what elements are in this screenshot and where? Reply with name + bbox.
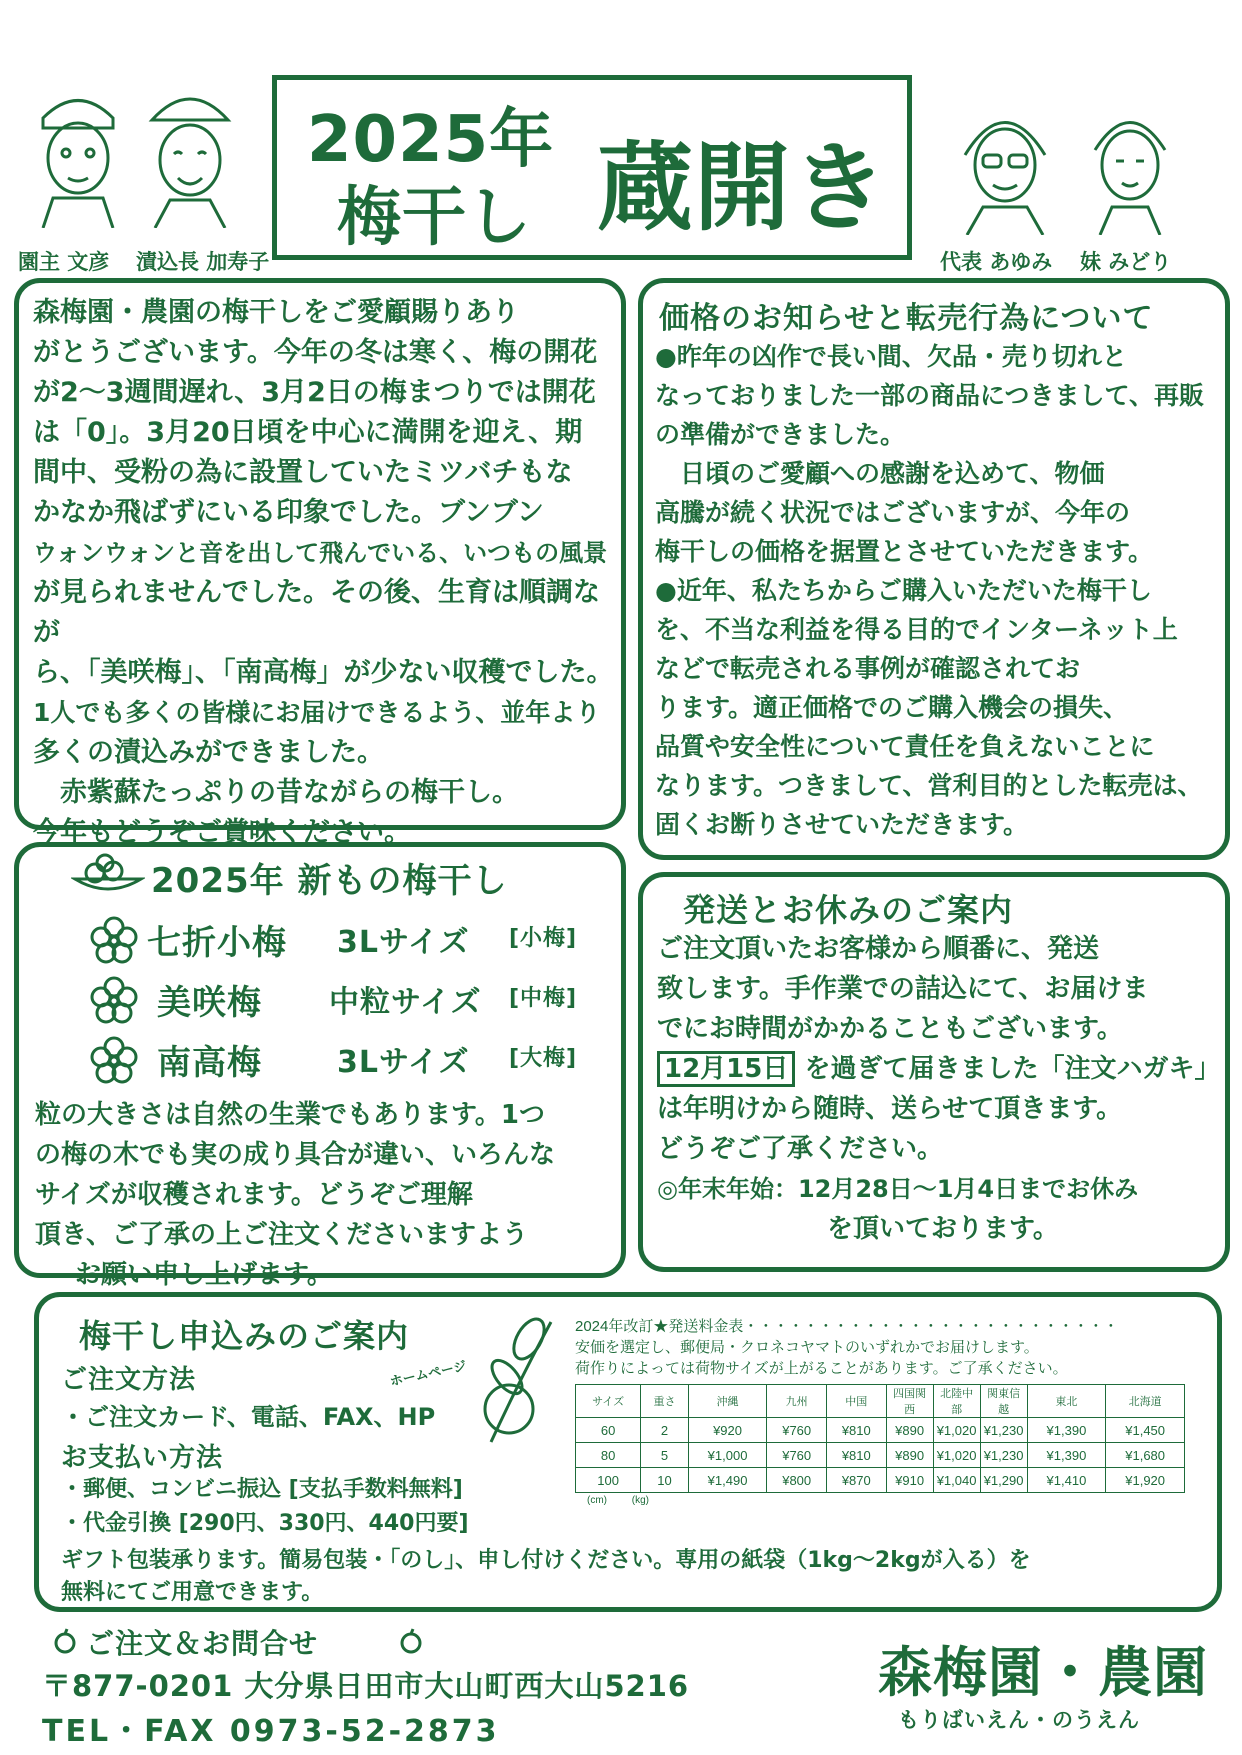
greeting-line: かなか飛ばずにいる印象でした。ブンブン bbox=[33, 497, 544, 528]
rate-cell: ¥810 bbox=[826, 1443, 886, 1468]
farm-name-kana: もりばいえん・のうえん bbox=[898, 1708, 1140, 1732]
rate-cell: ¥1,230 bbox=[980, 1443, 1027, 1468]
rate-cell: ¥1,410 bbox=[1027, 1468, 1106, 1493]
payment-line: ・郵便、コンビニ振込 [支払手数料無料] bbox=[61, 1477, 463, 1502]
flower-icon bbox=[89, 1035, 139, 1089]
product-size: 3Lサイズ bbox=[337, 1045, 470, 1080]
title-event: 蔵開き bbox=[597, 132, 888, 244]
note-line: の梅の木でも実の成り具合が違い、いろんな bbox=[35, 1140, 556, 1170]
product-name: 七折小梅 bbox=[147, 923, 287, 963]
rate-cell: ¥760 bbox=[767, 1418, 827, 1443]
flower-icon bbox=[89, 915, 139, 969]
rate-cell: ¥1,490 bbox=[688, 1468, 767, 1493]
price-notice-title: 価格のお知らせと転売行為について bbox=[659, 301, 1154, 336]
shipping-box bbox=[638, 872, 1230, 1272]
greeting-line: は「0」。3月20日頃を中心に満開を迎え、期 bbox=[33, 417, 583, 448]
rate-cell: ¥1,680 bbox=[1106, 1443, 1185, 1468]
rate-header-cell: 中国 bbox=[826, 1385, 886, 1418]
product-name: 美咲梅 bbox=[157, 983, 262, 1023]
order-method-text: ・ご注文カード、電話、FAX、HP bbox=[61, 1403, 436, 1431]
rate-header-cell: 北陸中部 bbox=[933, 1385, 980, 1418]
rate-cell: ¥890 bbox=[886, 1443, 933, 1468]
shipping-line: は年明けから随時、送らせて頂きます。 bbox=[657, 1094, 1123, 1124]
portrait-owner bbox=[28, 78, 128, 228]
portrait-sister bbox=[1080, 95, 1180, 235]
payment-lines bbox=[61, 1473, 469, 1541]
product-tag: [中梅] bbox=[509, 986, 578, 1011]
unit-cm: (cm) bbox=[587, 1495, 607, 1506]
note-line: サイズが収穫されます。どうぞご理解 bbox=[35, 1180, 473, 1210]
rate-cell: ¥920 bbox=[688, 1418, 767, 1443]
product-tag: [大梅] bbox=[509, 1046, 578, 1071]
homepage-label: ホームページ bbox=[388, 1359, 468, 1390]
shipping-line: どうぞご了承ください。 bbox=[657, 1134, 944, 1164]
product-size: 中粒サイズ bbox=[329, 985, 482, 1020]
rate-cell: 60 bbox=[576, 1418, 641, 1443]
rate-header-cell: サイズ bbox=[576, 1385, 641, 1418]
price-notice-line: 高騰が続く状況ではございますが、今年の bbox=[655, 498, 1131, 527]
price-notice-line: 品質や安全性について責任を負えないことに bbox=[655, 732, 1155, 761]
holiday-line: ◎年末年始：12月28日〜1月4日までお休み bbox=[657, 1175, 1139, 1203]
rate-table bbox=[575, 1384, 1185, 1493]
order-guide-box bbox=[34, 1292, 1222, 1612]
rate-cell: 80 bbox=[576, 1443, 641, 1468]
gift-line: 無料にてご用意できます。 bbox=[61, 1580, 324, 1605]
rate-table-row bbox=[576, 1418, 1185, 1443]
rate-header-cell: 東北 bbox=[1027, 1385, 1106, 1418]
rate-cell: ¥1,020 bbox=[933, 1443, 980, 1468]
staff-caption-chief: 漬込長 加寿子 bbox=[136, 250, 270, 274]
rate-table-header bbox=[576, 1385, 1185, 1418]
greeting-line: が2〜3週間遅れ、3月2日の梅まつりでは開花 bbox=[33, 377, 596, 408]
staff-caption-sister: 妹 みどり bbox=[1080, 250, 1172, 274]
greeting-line: が見られませんでした。その後、生育は順調なが bbox=[33, 577, 600, 648]
price-notice-line: 日頃のご愛顧への感謝を込めて、物価 bbox=[655, 459, 1105, 488]
rate-cell: ¥910 bbox=[886, 1468, 933, 1493]
gift-line: ギフト包装承ります。簡易包装・「のし」、申し付けください。専用の紙袋（1kg〜2kgが入る）を bbox=[61, 1548, 1031, 1573]
rate-cell: ¥890 bbox=[886, 1418, 933, 1443]
title-year: 2025年 bbox=[307, 103, 555, 177]
price-notice-line: ●近年、私たちからご購入いただいた梅干し bbox=[655, 576, 1152, 605]
rate-table-row bbox=[576, 1443, 1185, 1468]
order-method-line bbox=[61, 1397, 435, 1432]
note-line: 頂き、ご了承の上ご注文くださいますよう bbox=[35, 1220, 528, 1250]
title-product: 梅干し bbox=[337, 181, 532, 255]
unit-kg: (kg) bbox=[631, 1495, 650, 1506]
greeting-line: 赤紫蘇たっぷりの昔ながらの梅干し。 bbox=[33, 777, 519, 808]
portrait-pickling-chief bbox=[140, 78, 240, 228]
flower-icon bbox=[89, 975, 139, 1029]
price-notice-line: などで転売される事例が確認されてお bbox=[655, 654, 1081, 683]
deadline-tail: を過ぎて届きました「注文ハガキ」 bbox=[804, 1054, 1221, 1084]
greeting-line: 間中、受粉の為に設置していたミツバチもな bbox=[33, 457, 573, 488]
greeting-line: 多くの漬込みができました。 bbox=[33, 737, 384, 768]
rate-cell: ¥1,230 bbox=[980, 1418, 1027, 1443]
product-size: 3Lサイズ bbox=[337, 925, 470, 960]
new-products-note bbox=[35, 1095, 615, 1295]
price-notice-line: 梅干しの価格を据置とさせていただきます。 bbox=[655, 537, 1154, 566]
rate-cell: ¥1,920 bbox=[1106, 1468, 1185, 1493]
ume-branch-icon bbox=[471, 1317, 561, 1451]
shipping-deadline-line bbox=[657, 1049, 1223, 1089]
gift-note bbox=[61, 1545, 1211, 1609]
shipping-line: 致します。手作業での詰込にて、お届けま bbox=[657, 974, 1149, 1004]
rate-caption: 2024年改訂★発送料金表・・・・・・・・・・・・・・・・・・・・・・・・・ bbox=[575, 1318, 1119, 1335]
price-notice-box bbox=[638, 278, 1230, 860]
contact-title: ご注文＆お問合せ bbox=[86, 1627, 319, 1660]
rate-cell: ¥1,000 bbox=[688, 1443, 767, 1468]
payment-line: ・代金引換 [290円、330円、440円要] bbox=[61, 1511, 469, 1536]
price-notice-line: なっておりました一部の商品につきまして、再販 bbox=[655, 381, 1205, 410]
umeboshi-bowl-icon bbox=[71, 853, 145, 901]
greeting-line: 今年もどうぞご賞味ください。 bbox=[33, 817, 411, 848]
shipping-line: ご注文頂いたお客様から順番に、発送 bbox=[657, 934, 1100, 964]
rate-note-2: 荷作りによっては荷物サイズが上がることがあります。ご了承ください。 bbox=[575, 1360, 1068, 1377]
greeting-line: がとうございます。今年の冬は寒く、梅の開花 bbox=[33, 337, 598, 368]
staff-caption-owner: 園主 文彦 bbox=[18, 250, 110, 274]
holiday-line: を頂いております。 bbox=[827, 1214, 1059, 1244]
new-products-title: 2025年 新もの梅干し bbox=[151, 861, 508, 901]
note-line: お願い申し上げます。 bbox=[75, 1260, 333, 1290]
rate-cell: 5 bbox=[641, 1443, 688, 1468]
rate-cell: ¥1,020 bbox=[933, 1418, 980, 1443]
portrait-representative bbox=[955, 95, 1055, 235]
note-line: 粒の大きさは自然の生業でもあります。1つ bbox=[35, 1100, 546, 1130]
product-tag: [小梅] bbox=[509, 926, 578, 951]
greeting-line: ウォンウォンと音を出して飛んでいる、いつもの風景 bbox=[33, 539, 608, 567]
rate-cell: ¥870 bbox=[826, 1468, 886, 1493]
greeting-line: ら、「美咲梅」、「南高梅」が少ない収穫でした。 bbox=[33, 657, 614, 688]
payment-title: お支払い方法 bbox=[61, 1443, 224, 1473]
rate-header-cell: 重さ bbox=[641, 1385, 688, 1418]
greeting-box bbox=[14, 278, 626, 848]
price-notice-line: ります。適正価格でのご購入機会の損失、 bbox=[655, 693, 1129, 722]
apple-icon-left bbox=[52, 1628, 78, 1658]
rate-header-cell: 関東信越 bbox=[980, 1385, 1027, 1418]
rate-header-cell: 沖縄 bbox=[688, 1385, 767, 1418]
rate-header-cell: 四国関西 bbox=[886, 1385, 933, 1418]
shipping-title: 発送とお休みのご案内 bbox=[683, 891, 1014, 929]
rate-cell: ¥800 bbox=[767, 1468, 827, 1493]
rate-units bbox=[575, 1495, 1211, 1506]
rate-cell: ¥1,390 bbox=[1027, 1443, 1106, 1468]
greeting-line: 森梅園・農園の梅干しをご愛顧賜りあり bbox=[33, 297, 519, 328]
price-notice-line: 固くお断りさせていただきます。 bbox=[655, 810, 1029, 839]
rate-note-1: 安価を選定し、郵便局・クロネコヤマトのいずれかでお届けします。 bbox=[575, 1339, 1039, 1356]
new-products-box bbox=[14, 842, 626, 1290]
apple-icon-right bbox=[398, 1628, 424, 1658]
rate-cell: ¥1,450 bbox=[1106, 1418, 1185, 1443]
order-method-title: ご注文方法 bbox=[61, 1365, 197, 1395]
rate-table-section bbox=[575, 1315, 1211, 1506]
rate-cell: 10 bbox=[641, 1468, 688, 1493]
rate-header-cell: 九州 bbox=[767, 1385, 827, 1418]
contact-address: 〒877-0201 大分県日田市大山町西大山5216 bbox=[42, 1669, 690, 1703]
staff-caption-representative: 代表 あゆみ bbox=[940, 250, 1053, 274]
rate-cell: ¥760 bbox=[767, 1443, 827, 1468]
deadline-date: 12月15日 bbox=[657, 1051, 795, 1087]
title-banner bbox=[272, 75, 912, 260]
rate-cell: ¥1,040 bbox=[933, 1468, 980, 1493]
rate-cell: ¥1,290 bbox=[980, 1468, 1027, 1493]
greeting-line: 1人でも多くの皆様にお届けできるよう、並年より bbox=[33, 698, 601, 727]
shipping-line: でにお時間がかかることもございます。 bbox=[657, 1014, 1123, 1044]
price-notice-text bbox=[655, 337, 1225, 844]
rate-cell: 100 bbox=[576, 1468, 641, 1493]
rate-table-row bbox=[576, 1468, 1185, 1493]
product-name: 南高梅 bbox=[157, 1043, 262, 1083]
shipping-text bbox=[657, 929, 1223, 1249]
contact-tel: TEL・FAX 0973-52-2873 bbox=[42, 1714, 500, 1749]
price-notice-line: を、不当な利益を得る目的でインターネット上 bbox=[655, 615, 1178, 644]
rate-cell: 2 bbox=[641, 1418, 688, 1443]
price-notice-line: ●昨年の凶作で長い間、欠品・売り切れと bbox=[655, 342, 1127, 371]
greeting-text bbox=[33, 293, 617, 853]
price-notice-line: なります。つきまして、営利目的とした転売は、 bbox=[655, 771, 1203, 800]
price-notice-line: の準備ができました。 bbox=[655, 420, 906, 449]
farm-name: 森梅園・農園 bbox=[878, 1641, 1208, 1704]
order-guide-title: 梅干し申込みのご案内 bbox=[79, 1317, 410, 1355]
rate-cell: ¥810 bbox=[826, 1418, 886, 1443]
rate-header-cell: 北海道 bbox=[1106, 1385, 1185, 1418]
rate-cell: ¥1,390 bbox=[1027, 1418, 1106, 1443]
